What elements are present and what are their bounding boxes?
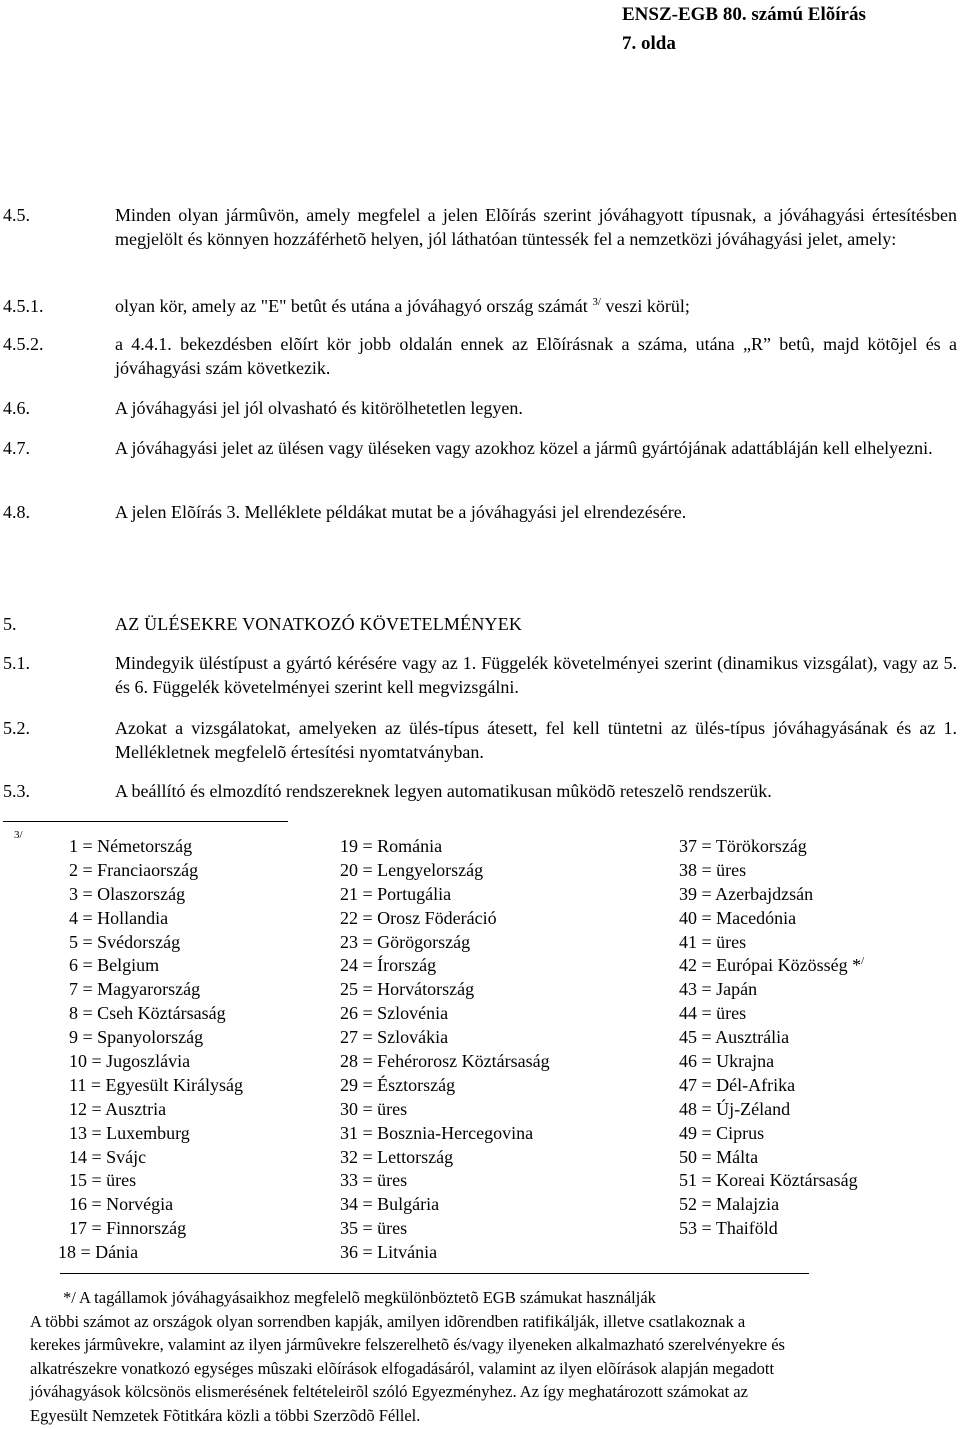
note-line: alkatrészekre vonatkozó egységes mûszaki elõírások elfogadásáról, valamint az ilyen elõírások alapján megadott bbox=[30, 1358, 775, 1378]
country-entry: 22 = Orosz Föderáció bbox=[340, 907, 497, 928]
paragraph-number: 5.3. bbox=[3, 781, 30, 801]
country-entry: 46 = Ukrajna bbox=[679, 1051, 775, 1072]
country-entry: 44 = üres bbox=[679, 1003, 747, 1024]
country-list-column-1 bbox=[58, 834, 243, 1264]
country-entry: 6 = Belgium bbox=[69, 955, 160, 976]
country-entry: 7 = Magyarország bbox=[69, 979, 201, 1000]
country-entry: 16 = Norvégia bbox=[69, 1194, 174, 1215]
note-line: Egyesült Nemzetek Fõtitkára közli a többi Szerzõdõ Féllel. bbox=[30, 1405, 421, 1425]
paragraph-number: 4.7. bbox=[3, 438, 30, 458]
country-list-column-3 bbox=[679, 834, 864, 1240]
country-entry: 26 = Szlovénia bbox=[340, 1003, 449, 1024]
country-entry: 2 = Franciaország bbox=[69, 859, 199, 880]
country-entry: 32 = Lettország bbox=[340, 1146, 454, 1167]
page-header bbox=[622, 0, 866, 58]
note-separator bbox=[60, 1273, 809, 1274]
country-entry: 8 = Cseh Köztársaság bbox=[69, 1003, 226, 1024]
country-entry: 13 = Luxemburg bbox=[69, 1122, 190, 1143]
country-entry: 51 = Koreai Köztársaság bbox=[679, 1170, 858, 1191]
paragraph-number: 4.6. bbox=[3, 398, 30, 418]
country-entry: 17 = Finnország bbox=[69, 1218, 187, 1239]
footnote-reference: / bbox=[861, 955, 865, 968]
country-entry: 50 = Málta bbox=[679, 1146, 759, 1167]
paragraph-text: A jelen Elõírás 3. Melléklete példákat mutat be a jóváhagyási jel elrendezésére. bbox=[115, 502, 687, 522]
country-entry: 47 = Dél-Afrika bbox=[679, 1074, 796, 1095]
country-entry: 10 = Jugoszlávia bbox=[69, 1051, 191, 1072]
country-entry: 43 = Japán bbox=[679, 979, 758, 1000]
paragraph-text: A jóváhagyási jelet az ülésen vagy üléseken vagy azokhoz közel a jármû gyártójának adattábláján kell elhelyezni. bbox=[115, 438, 933, 458]
paragraph-number: 4.5.2. bbox=[3, 334, 44, 354]
country-entry: 45 = Ausztrália bbox=[679, 1027, 790, 1048]
country-list-column-2 bbox=[340, 834, 550, 1264]
country-entry: 41 = üres bbox=[679, 931, 747, 952]
section-number: 5. bbox=[3, 614, 17, 634]
country-entry: 9 = Spanyolország bbox=[69, 1027, 204, 1048]
paragraph-text: a 4.4.1. bekezdésben elõírt kör jobb oldalán ennek az Elõírásnak a száma, utána „R” betû, majd kötõjel és a jóváhagyási szám következik. bbox=[115, 334, 957, 378]
footnote-note bbox=[30, 1286, 950, 1427]
paragraph-number: 4.5.1. bbox=[3, 296, 44, 316]
country-entry: 25 = Horvátország bbox=[340, 979, 475, 1000]
paragraph-number: 5.2. bbox=[3, 718, 30, 738]
footnote-reference[interactable]: 3/ bbox=[592, 296, 601, 308]
country-entry: 4 = Hollandia bbox=[69, 907, 169, 928]
country-entry: 19 = Románia bbox=[340, 836, 443, 856]
footnote-marker: 3/ bbox=[14, 829, 23, 841]
country-entry: 5 = Svédország bbox=[69, 931, 181, 952]
country-entry: 29 = Észtország bbox=[340, 1074, 456, 1095]
country-entry: 48 = Új-Zéland bbox=[679, 1098, 791, 1119]
country-entry: 39 = Azerbajdzsán bbox=[679, 883, 814, 904]
country-entry: 12 = Ausztria bbox=[69, 1098, 167, 1119]
paragraph-text: Minden olyan jármûvön, amely megfelel a jelen Elõírás szerint jóváhagyott típusnak, a jóváhagyási értesítésben megjelölt és könnyen hozzáférhetõ helyen, jól láthatóan tüntessék fel a nemzetközi jóváhagyási jelet, amely: bbox=[115, 205, 957, 249]
country-entry: 3 = Olaszország bbox=[69, 883, 186, 904]
country-entry: 27 = Szlovákia bbox=[340, 1027, 449, 1048]
country-entry: 49 = Ciprus bbox=[679, 1122, 765, 1143]
country-entry: 11 = Egyesült Királyság bbox=[69, 1074, 243, 1095]
paragraph-number: 4.8. bbox=[3, 502, 30, 522]
note-line: jóváhagyások kölcsönös elismerésének feltételeirõl szóló Egyezményhez. Az így meghatározott számokat az bbox=[30, 1382, 748, 1401]
note-line: kerekes jármûvekre, valamint az ilyen jármûvekre felszerelhetõ és/vagy ilyeneken alkalmazható szerelvényekre és bbox=[30, 1335, 785, 1354]
country-entry: 37 = Törökország bbox=[679, 836, 807, 856]
country-entry: 53 = Thaiföld bbox=[679, 1218, 778, 1239]
page-number: 7. olda bbox=[622, 33, 676, 54]
entry-text: 42 = Európai Közösség * bbox=[679, 955, 862, 976]
country-entry: 34 = Bulgária bbox=[340, 1194, 440, 1215]
country-entry: 36 = Litvánia bbox=[340, 1242, 438, 1263]
country-entry: 15 = üres bbox=[69, 1170, 137, 1191]
paragraph-text: Mindegyik üléstípust a gyártó kérésére vagy az 1. Függelék követelményei szerint (dinamikus vizsgálat), vagy az 5. és 6. Függelék követelményei szerint kell megvizsgálni. bbox=[115, 653, 957, 697]
country-entry-european-community bbox=[679, 953, 864, 977]
country-entry: 23 = Görögország bbox=[340, 931, 471, 952]
country-entry: 1 = Németország bbox=[69, 836, 193, 856]
note-line: A többi számot az országok olyan sorrendben kapják, amilyen idõrendben ratifikálják, illetve csatlakoznak a bbox=[30, 1311, 746, 1331]
country-entry: 38 = üres bbox=[679, 859, 747, 880]
country-entry: 52 = Malajzia bbox=[679, 1194, 780, 1215]
country-entry: 21 = Portugália bbox=[340, 883, 452, 904]
country-entry: 40 = Macedónia bbox=[679, 907, 797, 928]
country-entry: 18 = Dánia bbox=[58, 1242, 139, 1263]
paragraph-text bbox=[115, 294, 957, 318]
country-entry: 24 = Írország bbox=[340, 955, 437, 976]
text-segment: veszi körül; bbox=[600, 296, 690, 316]
country-entry: 20 = Lengyelország bbox=[340, 859, 484, 880]
section-title: AZ ÜLÉSEKRE VONATKOZÓ KÖVETELMÉNYEK bbox=[115, 614, 523, 634]
paragraph-number: 5.1. bbox=[3, 653, 30, 673]
country-entry: 33 = üres bbox=[340, 1170, 408, 1191]
paragraph-number: 4.5. bbox=[3, 205, 30, 225]
country-entry: 28 = Fehérorosz Köztársaság bbox=[340, 1051, 550, 1072]
country-entry: 14 = Svájc bbox=[69, 1146, 147, 1167]
paragraph-text: A beállító és elmozdító rendszereknek legyen automatikusan mûködõ reteszelõ rendszerük. bbox=[115, 781, 772, 801]
text-segment: olyan kör, amely az "E" betût és utána a jóváhagyó ország számát bbox=[115, 296, 593, 316]
country-entry: 31 = Bosznia-Hercegovina bbox=[340, 1122, 534, 1143]
paragraph-text: Azokat a vizsgálatokat, amelyeken az ülés-típus átesett, fel kell tüntetni az ülés-típus jóváhagyásának és az 1. Mellékletnek megfelelõ értesítési nyomtatványban. bbox=[115, 718, 957, 762]
country-entry: 30 = üres bbox=[340, 1098, 408, 1119]
footnote-separator bbox=[3, 821, 288, 822]
document-title: ENSZ-EGB 80. számú Elõírás bbox=[622, 4, 866, 25]
country-entry: 35 = üres bbox=[340, 1218, 408, 1239]
paragraph-text: A jóváhagyási jel jól olvasható és kitörölhetetlen legyen. bbox=[115, 398, 523, 418]
star-note: */ A tagállamok jóváhagyásaikhoz megfelelõ megkülönböztetõ EGB számukat használják bbox=[63, 1288, 656, 1307]
